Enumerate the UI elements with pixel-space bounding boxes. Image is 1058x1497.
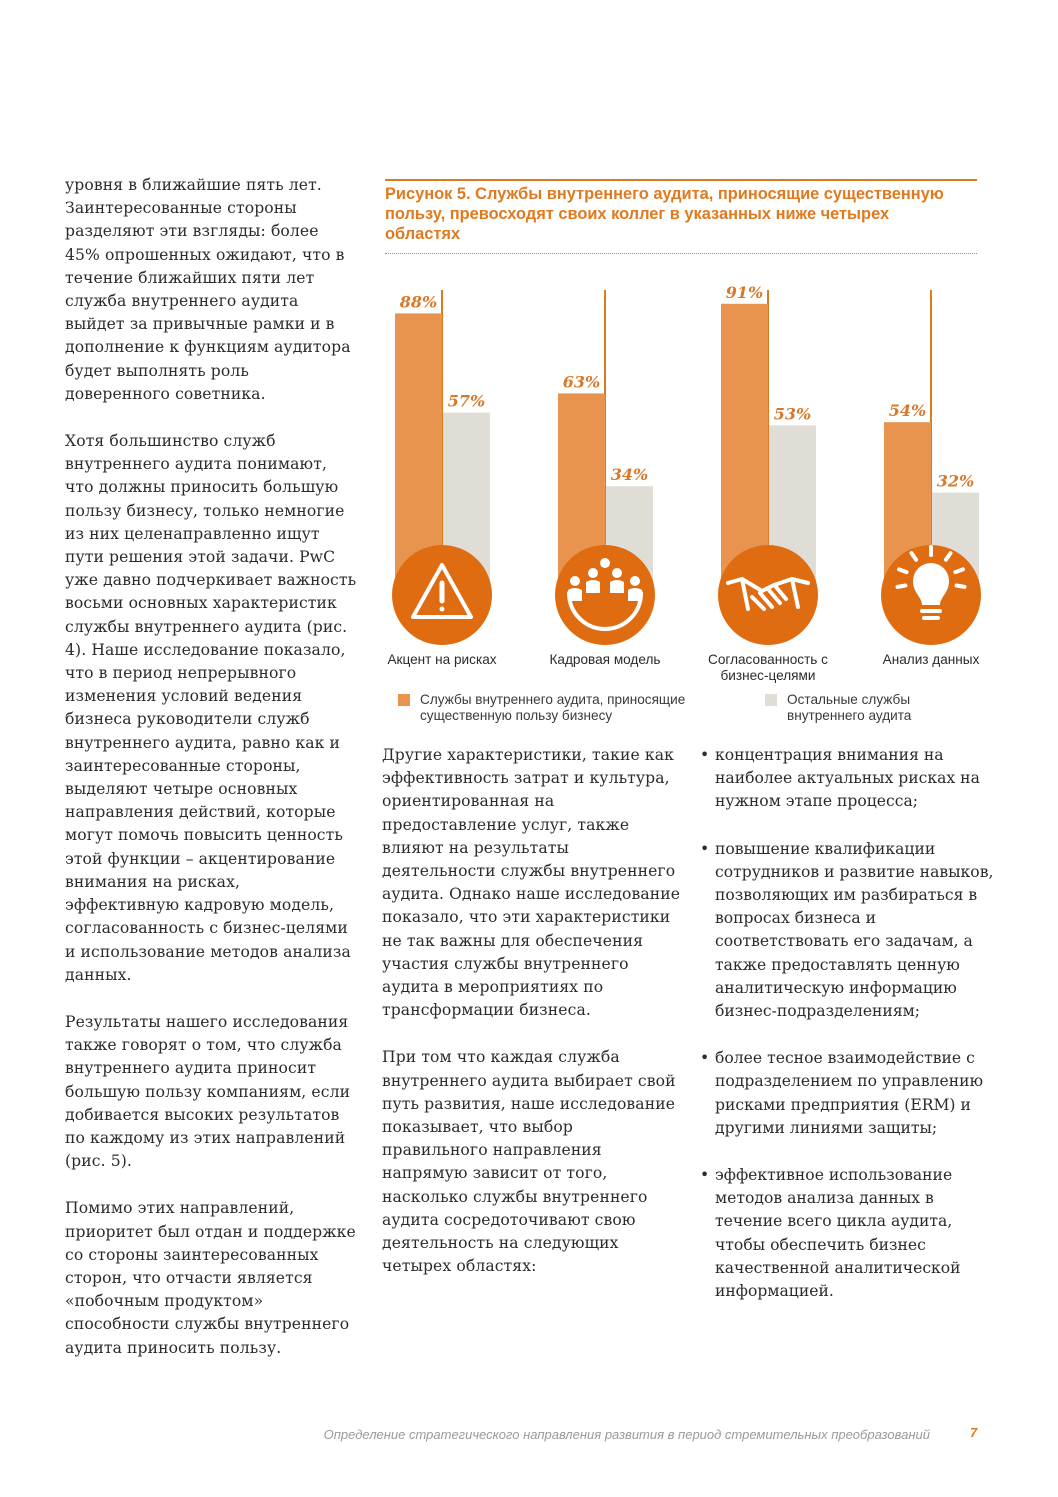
legend-swatch-grey [765, 694, 777, 706]
legend-swatch-orange [398, 694, 410, 706]
paragraph: При том что каждая служба внутреннего аудита выбирает свой путь развития, наше исследование показывает, что выбор правильного направления напрямую зависит от того, насколько службы внутреннего аудита сосредоточивают свою деятельность на следующих четырех областях: [382, 1048, 676, 1276]
data-label: 91% [725, 285, 764, 302]
category-label-analytics: Анализ данных [882, 652, 980, 667]
paragraph: Результаты нашего исследования также говорят о том, что служба внутреннего аудита приносит большую пользу компаниям, если добивается высоких результатов по каждому из этих направлений (рис. 5). [65, 1012, 351, 1171]
bar-chart [378, 285, 998, 695]
figure-dotted-rule [385, 253, 977, 254]
person-head [612, 568, 622, 578]
warning-dot [440, 607, 445, 612]
running-footer: Определение стратегического направления развития в период стремительных преобразований [323, 1427, 930, 1442]
category-label-alignment: Согласованность с бизнес-целями [708, 652, 828, 683]
icon-circle [718, 545, 818, 645]
legend-label: Службы внутреннего аудита, приносящие существенную пользу бизнесу [420, 692, 686, 723]
paragraph: уровня в ближайшие пять лет. Заинтересованные стороны разделяют эти взгляды: более 45% опрошенных ожидают, что в течение ближайших пяти лет служба внутреннего аудита выйдет за привычные рамки и в дополнение к функциям аудитора будет выполнять роль доверенного советника. [65, 176, 351, 403]
bar-group [392, 290, 492, 645]
data-label: 63% [562, 372, 601, 392]
data-label: 57% [447, 391, 486, 411]
person-head [630, 576, 640, 586]
person-body [610, 580, 624, 593]
paragraph: Помимо этих направлений, приоритет был отдан и поддержке со стороны заинтересованных сторон, что отчасти является «побочным продуктом» способности службы внутреннего аудита приносить пользу. [65, 1199, 356, 1357]
data-label: 32% [936, 471, 975, 491]
list-item: • более тесное взаимодействие с подразделением по управлению рисками предприятия (ERM) и другими линиями защиты; [700, 1047, 996, 1140]
person-body [586, 580, 600, 593]
person-head [570, 576, 580, 586]
data-label: 53% [773, 404, 812, 424]
bulb-ray [955, 569, 963, 572]
text-column-3 [700, 744, 996, 1327]
bulb-ray [898, 586, 906, 587]
data-label: 54% [888, 401, 927, 421]
figure-title: Рисунок 5. Службы внутреннего аудита, приносящие существенную пользу, превосходят своих коллег в указанных ниже четырех областях [385, 185, 944, 243]
bar-group [718, 285, 818, 645]
paragraph: Другие характеристики, такие как эффективность затрат и культура, ориентированная на предоставление услуг, также влияют на результаты деятельности службы внутреннего аудита. Однако наше исследование показало, что эти характеристики не так важны для обеспечения участия службы внутреннего аудита в мероприятиях по трансформации бизнеса. [382, 746, 681, 1020]
text-column-1 [65, 174, 357, 1384]
data-label: 34% [610, 465, 649, 485]
person-body [568, 588, 582, 601]
bulb-ray [957, 586, 965, 587]
text-column-2 [382, 744, 682, 1302]
person-head [600, 558, 610, 568]
list-item: • концентрация внимания на наиболее актуальных рисках на нужном этапе процесса; [700, 744, 996, 814]
data-label: 88% [399, 292, 438, 312]
list-item: • эффективное использование методов анализа данных в течение всего цикла аудита, чтобы обеспечить бизнес качественной аналитической информацией. [700, 1164, 996, 1303]
bar-group [881, 290, 981, 645]
bullet-list [700, 744, 996, 1303]
page-number: 7 [970, 1425, 978, 1440]
list-item: • повышение квалификации сотрудников и развитие навыков, позволяющих им разбираться в вопросах бизнеса и соответствовать его задачам, а также предоставлять ценную аналитическую информацию бизнес-подразделениям; [700, 838, 996, 1024]
person-body [628, 588, 642, 601]
category-label-staffing: Кадровая модель [549, 652, 661, 667]
legend-label: Остальные службы внутреннего аудита [787, 692, 912, 723]
chart-canvas [378, 285, 998, 695]
category-label-risk: Акцент на рисках [387, 652, 497, 667]
paragraph: Хотя большинство служб внутреннего аудита понимают, что должны приносить большую пользу бизнесу, только немногие из них целенаправленно ищут пути решения этой задачи. PwC уже давно подчеркивает важность восьми основных характеристик службы внутреннего аудита (рис. 4). Наше исследование показало, что в период непрерывного изменения условий ведения бизнеса руководители служб внутреннего аудита, равно как и заинтересованные стороны, выделяют четыре основных направления действий, которые могут помочь повысить ценность этой функции – акцентирование внимания на рисках, эффективную кадровую модель, согласованность с бизнес-целями и использование методов анализа данных. [65, 432, 357, 984]
bulb-ray [899, 569, 907, 572]
person-head [588, 568, 598, 578]
figure-top-rule [385, 179, 977, 181]
bar-group [555, 290, 655, 645]
